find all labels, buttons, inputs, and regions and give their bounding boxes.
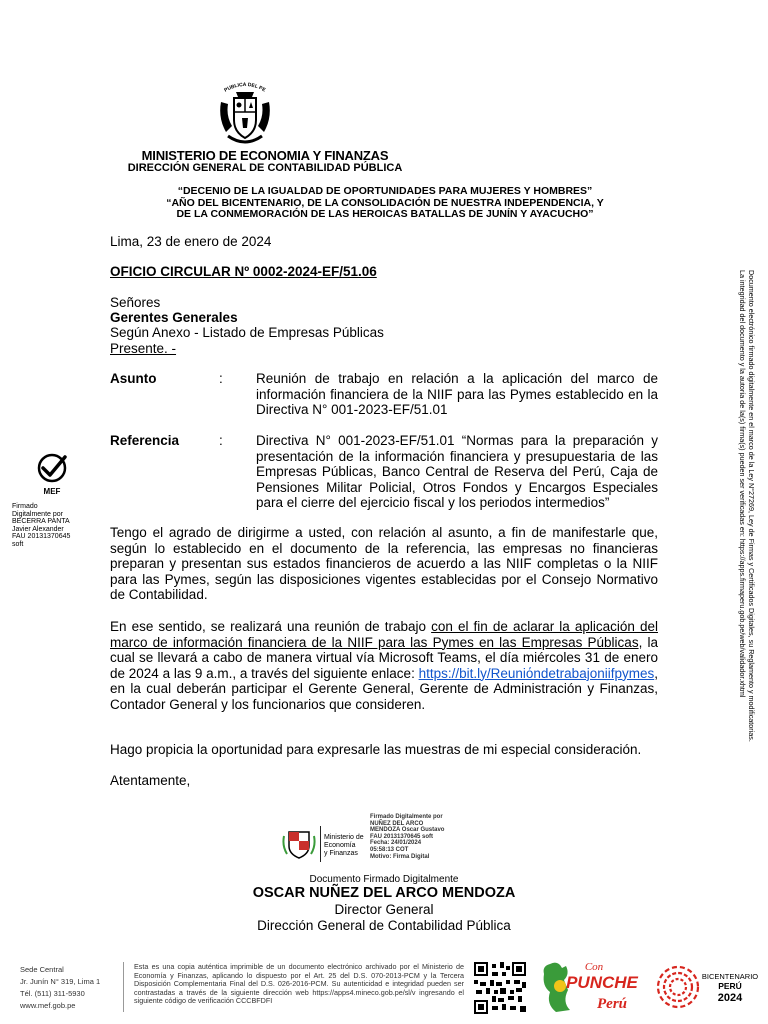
meeting-link[interactable]: https://bit.ly/Reuniόndetrabajoniifpymes (418, 665, 655, 681)
con-punche-peru-logo-icon (540, 956, 644, 1014)
svg-text:Perú: Perú (597, 996, 627, 1012)
footer-address: Sede Central Jr. Junín N° 319, Lima 1 Tél. (511) 311-5930 www.mef.gob.pe (20, 965, 101, 1010)
body-paragraph-2: En ese sentido, se realizará una reunión de trabajo con el fin de aclarar la aplicación del marco de información financiera de la NIIF para las Pymes en las Empresas Públicas, la cual se llevará a cabo de manera virtual vía Microsoft Teams, el día miércoles 31 de enero de 2024 a las 9 a.m., a través del siguiente enlace: https://bit.ly/Reuniόndetrabajoniifpymes, en la cual deberán participar el Gerente General, Gerente de Administración y Finanzas, Contador General y los funcionarios que consideren. (110, 619, 658, 712)
svg-text:MEF: MEF (43, 487, 61, 496)
referencia-label: Referencia (110, 433, 180, 448)
stamp-details: Firmado Digitalmente por NUÑEZ DEL ARCO MENDOZA Oscar Gustavo FAU 20131370645 soft Fecha: 24/01/2024 05:58:13 COT Motivo: Firma Digital (370, 814, 445, 860)
vertical-verification-note: Documento electrónico firmado digitalmente en el marco de la Ley N°27269, Ley de Firmas y Certificados Digitales, su Reglamento y modificatorias. La integridad del documento y la autoría de la(s) firma(s) pueden ser verificadas en: https://apps.firmaperu.gob.pe/web/validador.xhtml (738, 270, 756, 742)
bicentenario-logo-icon (656, 962, 760, 1012)
signer-name: OSCAR NUÑEZ DEL ARCO MENDOZA (252, 885, 516, 901)
stamp-coat-of-arms-icon (282, 826, 316, 860)
asunto-label: Asunto (110, 371, 157, 386)
presente-line: Presente. - (110, 341, 177, 356)
ministry-name: MINISTERIO DE ECONOMIA Y FINANZAS (141, 148, 389, 163)
referencia-colon: : (219, 433, 223, 448)
document-signed-label: Documento Firmado Digitalmente (309, 874, 459, 885)
body-paragraph-3: Hago propicia la oportunidad para expresarle las muestras de mi especial consideración. (110, 742, 642, 757)
svg-text:PERÚ: PERÚ (718, 981, 742, 991)
side-signature-text: Firmado Digitalmente por BECERRA PANTA Javier Alexander FAU 20131370645 soft (12, 503, 71, 548)
closing: Atentamente, (110, 773, 191, 788)
stamp-ministry: Ministerio de Economía y Finanzas (324, 834, 364, 857)
recipient-annex: Según Anexo - Listado de Empresas Públicas (110, 325, 384, 340)
svg-text:2024: 2024 (717, 992, 743, 1004)
signer-department: Dirección General de Contabilidad Pública (257, 918, 511, 933)
svg-text:REPUBLICA DEL PERU: PUBLICA DEL PE (223, 81, 267, 94)
asunto-text: Reunión de trabajo en relación a la aplicación del marco de información financiera de la NIIF para las Pymes establecido en la Directiva N° 001-2023-EF/51.01 (256, 371, 658, 417)
oficio-number: OFICIO CIRCULAR Nº 0002-2024-EF/51.06 (110, 264, 377, 279)
svg-text:BICENTENARIO: BICENTENARIO (701, 972, 759, 981)
mef-check-logo-icon (34, 452, 70, 498)
decenio-header: “DECENIO DE LA IGUALDAD DE OPORTUNIDADES PARA MUJERES Y HOMBRES” “AÑO DEL BICENTENARIO, DE LA CONSOLIDACIÓN DE NUESTRA INDEPENDENCIA, Y DE LA CONMEMORACIÓN DE LAS HEROICAS BATALLAS DE JUNÍN Y AYACUCHO” (166, 185, 604, 220)
signer-role: Director General (334, 902, 434, 917)
referencia-text: Directiva N° 001-2023-EF/51.01 “Normas para la preparación y presentación de la información financiera y presupuestaria de las Empresas Públicas, Banco Central de Reserva del Perú, Caja de Pensiones Militar Policial, Otros Fondos y Encargos Especiales para el cierre del ejercicio fiscal y los periodos intermedios” (256, 433, 658, 510)
stamp-divider (320, 826, 321, 862)
peru-coat-of-arms-icon (216, 78, 274, 148)
qr-code-icon[interactable] (474, 962, 526, 1014)
footer-divider (123, 962, 124, 1012)
svg-text:PUNCHE: PUNCHE (566, 973, 638, 992)
svg-text:Con: Con (584, 961, 604, 973)
footer-website-link[interactable]: www.mef.gob.pe (20, 1001, 76, 1010)
footer-authenticity-note: Esta es una copia auténtica imprimible de un documento electrónico archivado por el Ministerio de Economía y Finanzas, aplicando lo dispuesto por el Art. 25 del D.S. 070-2013-PCM y la Tercera Disposición Complementaria Final del D.S. 026-2016-PCM. Su autenticidad e integridad pueden ser contrastadas a través de la siguiente dirección web https://apps4.mineco.gob.pe/sl/v ingresando el siguiente código de verificación CCCBFDFI (134, 962, 464, 1005)
letter-date: Lima, 23 de enero de 2024 (110, 234, 272, 249)
recipient-salutation: Señores (110, 295, 161, 310)
recipient-title: Gerentes Generales (110, 310, 238, 325)
direction-name: DIRECCIÓN GENERAL DE CONTABILIDAD PÚBLICA (127, 162, 403, 174)
body-paragraph-1: Tengo el agrado de dirigirme a usted, con relación al asunto, a fin de manifestarle que, según lo establecido en el documento de la referencia, las empresas no financieras preparan y presentan sus estados financieros de acuerdo a las NIIF completas o la NIIF para las Pymes, según las disposiciones vigentes establecidas por el Consejo Normativo de Contabilidad. (110, 525, 658, 602)
asunto-colon: : (219, 371, 223, 386)
